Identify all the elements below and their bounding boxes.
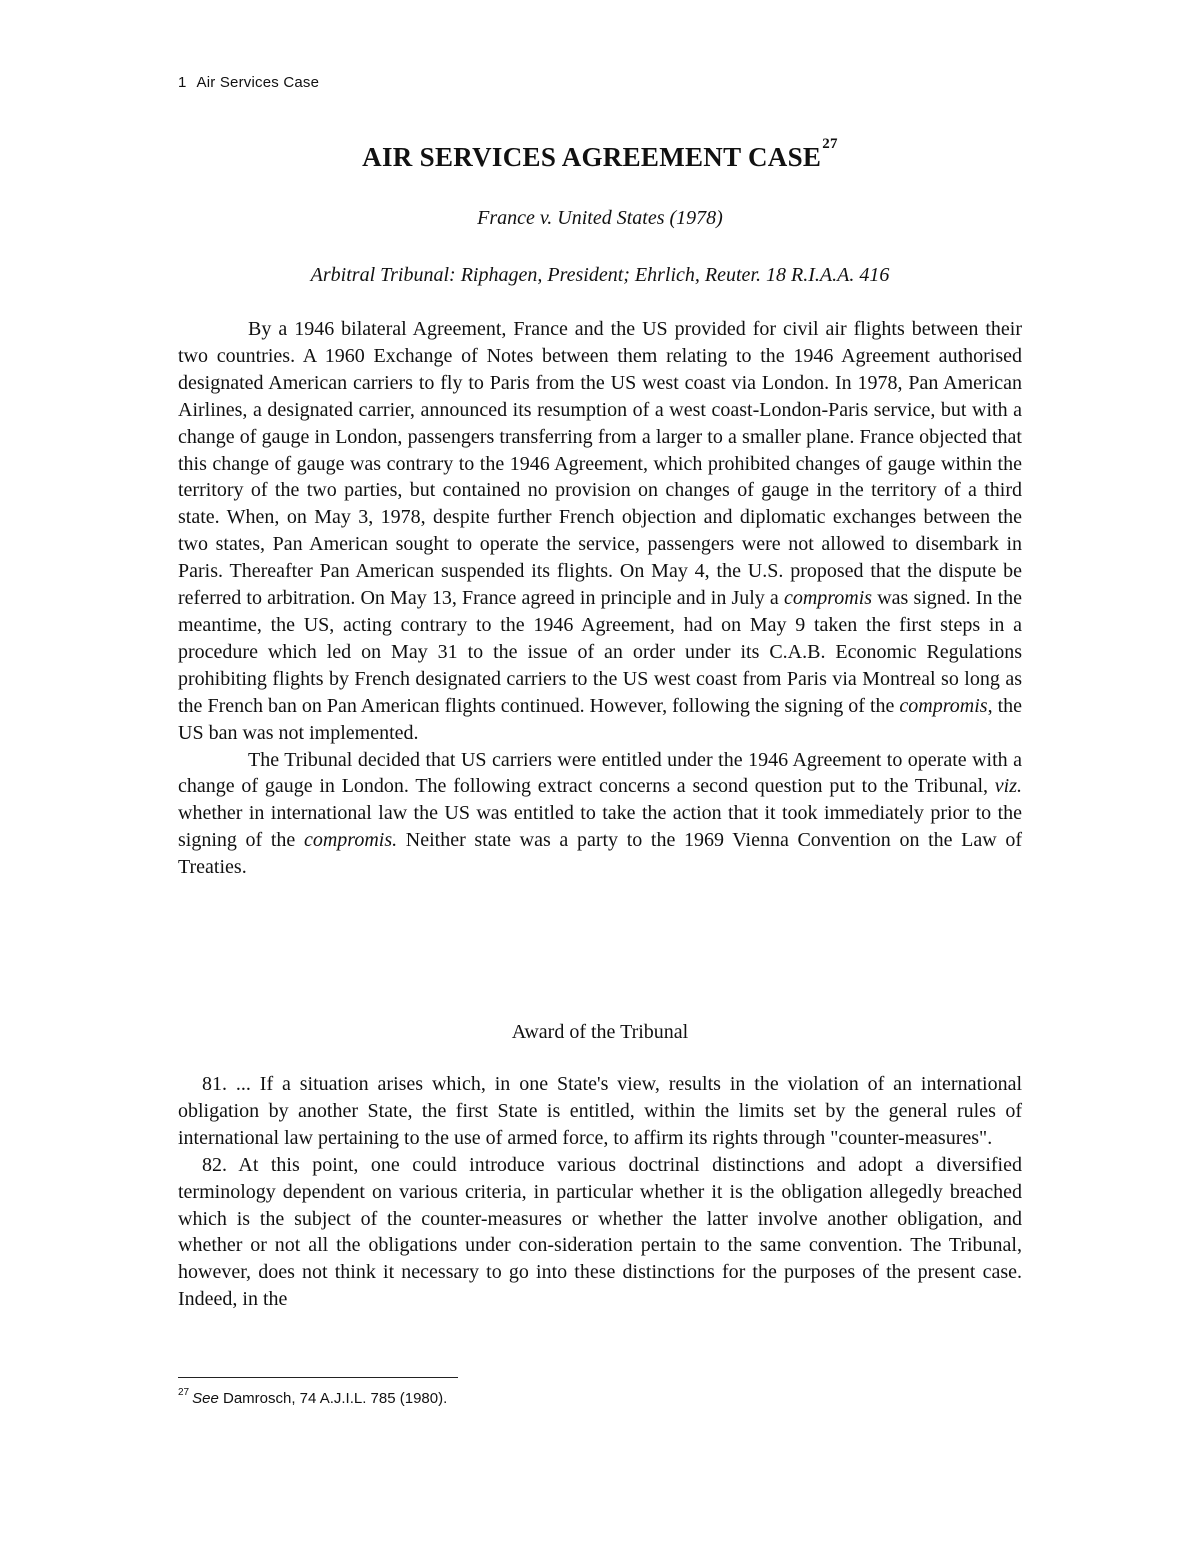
footnote-number: 27 bbox=[178, 1387, 190, 1398]
footnote-divider bbox=[178, 1377, 458, 1378]
award-heading: Award of the Tribunal bbox=[511, 1021, 689, 1043]
intro-section bbox=[178, 316, 1022, 881]
footnote-citation: Damrosch, 74 A.J.I.L. 785 (1980). bbox=[223, 1390, 448, 1407]
page-title bbox=[178, 136, 1022, 173]
award-section bbox=[178, 1071, 1022, 1313]
footnote-see: See bbox=[192, 1390, 219, 1407]
intro-paragraph-2 bbox=[178, 747, 1022, 882]
intro-p2-term1: viz. bbox=[994, 775, 1022, 798]
running-title: Air Services Case bbox=[196, 74, 320, 91]
intro-p1-part1: By a 1946 bilateral Agreement, France and the US provided for civil air flights between their two countries. A 1960 Exchange of Notes between them relating to the 1946 Agreement authorised designated American carriers to fly to Paris from the US west coast via London. In 1978, Pan American Airlines, a designated carrier, announced its resumption of a west coast-London-Paris service, but with a change of gauge in London, passengers transferring from a larger to a smaller plane. France objected that this change of gauge was contrary to the 1946 Agreement, which prohibited changes of gauge within the territory of the two parties, but contained no provision on changes of gauge in the territory of a third state. When, on May 3, 1978, despite further French objection and diplomatic exchanges between the two states, Pan American sought to operate the service, passengers were not allowed to disembark in Paris. Thereafter Pan American suspended its flights. On May 4, the U.S. proposed that the dispute be referred to arbitration. On May 13, France agreed in principle and in July a bbox=[178, 318, 1022, 610]
award-paragraph-82: 82. At this point, one could introduce various doctrinal distinctions and adopt a diversified terminology dependent on various criteria, in particular whether it is the obligation allegedly breached which is the subject of the counter-measures or whether the latter involve another obligation, and whether or not all the obligations under con-sideration pertain to the same convention. The Tribunal, however, does not think it necessary to go into these distinctions for the purposes of the present case. Indeed, in the bbox=[178, 1153, 1022, 1311]
title-footnote-ref: 27 bbox=[822, 136, 838, 152]
page-number: 1 bbox=[178, 74, 187, 91]
intro-p1-term2: compromis bbox=[899, 694, 988, 717]
case-parties: France v. United States (1978) bbox=[477, 207, 723, 229]
intro-p2-term2: compromis. bbox=[303, 829, 398, 852]
footnote bbox=[178, 1387, 448, 1407]
intro-p2-part3: Neither state was a party to the 1969 Vienna Convention on the Law of Treaties. bbox=[178, 829, 1023, 879]
intro-p1-part2: was signed. In the meantime, the US, acting contrary to the 1946 Agreement, had on May 9 taken the first steps in a procedure which led on May 31 to the issue of an order under its C.A.B. Economic Regulations prohibiting flights by French designated carriers to the US west coast from Paris via Montreal so long as the French ban on Pan American flights continued. However, following the signing of the bbox=[178, 587, 1022, 717]
award-paragraph-81: 81. ... If a situation arises which, in one State's view, results in the violation of an international obligation by another State, the first State is entitled, within the limits set by the general rules of international law pertaining to the use of armed force, to affirm its rights through "counter-measures". bbox=[178, 1073, 1022, 1149]
intro-paragraph-1 bbox=[178, 316, 1022, 747]
title-text: AIR SERVICES AGREEMENT CASE bbox=[362, 142, 822, 172]
intro-p1-part3: , the US ban was not implemented. bbox=[178, 694, 1023, 744]
intro-p1-term1: compromis bbox=[783, 587, 873, 610]
intro-p2-part1: The Tribunal decided that US carriers were entitled under the 1946 Agreement to operate with a change of gauge in London. The following extract concerns a second question put to the Tribunal, bbox=[178, 748, 1022, 798]
running-header bbox=[178, 74, 319, 91]
tribunal-citation: Arbitral Tribunal: Riphagen, President; Ehrlich, Reuter. 18 R.I.A.A. 416 bbox=[310, 264, 890, 286]
intro-p2-part2: whether in international law the US was entitled to take the action that it took immediately prior to the signing of the bbox=[178, 802, 1022, 852]
